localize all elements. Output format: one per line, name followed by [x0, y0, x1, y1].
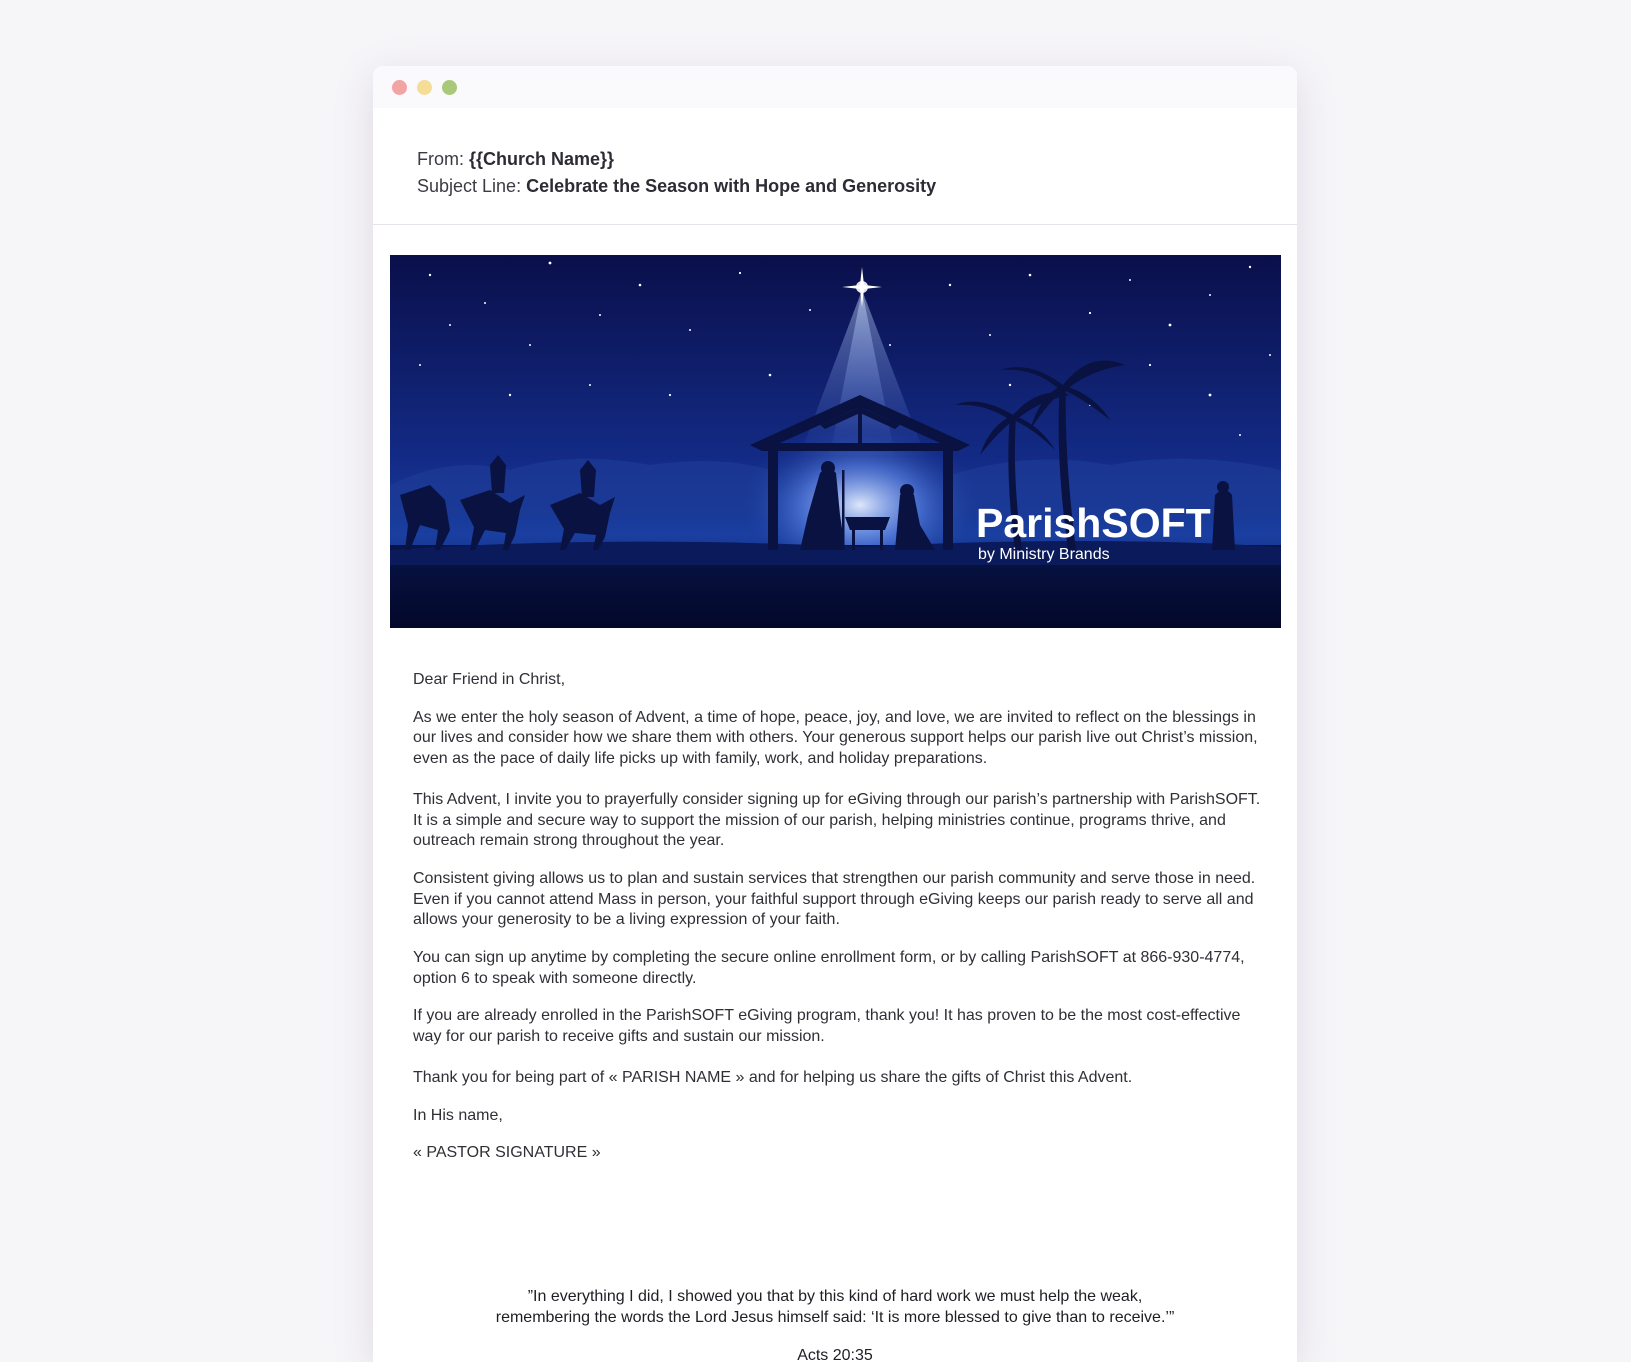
from-label: From:	[417, 149, 469, 169]
subject-line	[417, 173, 1297, 200]
letter-paragraph: If you are already enrolled in the ParishSOFT eGiving program, thank you! It has proven to be the most cost-effective way for our parish to receive gifts and sustain our mission.	[413, 1007, 1241, 1046]
quote-line-2: remembering the words the Lord Jesus himself said: ‘It is more blessed to give than to receive.’”	[495, 1309, 1175, 1326]
letter-paragraph: Consistent giving allows us to plan and sustain services that strengthen our parish community and serve those in need. Even if you cannot attend Mass in person, your faithful support through eGiving keeps our parish ready to serve all and allows your generosity to be a living expression of your faith.	[413, 869, 1256, 929]
minimize-window-button[interactable]	[417, 80, 432, 95]
letter-paragraph: This Advent, I invite you to prayerfully consider signing up for eGiving through our parish’s partnership with ParishSOFT. It is a simple and secure way to support the mission of our parish, helping ministries continue, programs thrive, and outreach remain strong throughout the year.	[413, 790, 1261, 850]
window-titlebar	[373, 66, 1297, 108]
letter-body	[413, 670, 1263, 1181]
letter-paragraph: You can sign up anytime by completing the secure online enrollment form, or by calling ParishSOFT at 866-930-4774, option 6 to speak with someone directly.	[413, 949, 1245, 987]
letter-paragraph: Thank you for being part of « PARISH NAME » and for helping us share the gifts of Christ this Advent.	[413, 1068, 1133, 1086]
subject-value: Celebrate the Season with Hope and Generosity	[526, 176, 937, 196]
hero-banner-image	[390, 255, 1281, 628]
letter-paragraph: As we enter the holy season of Advent, a time of hope, peace, joy, and love, we are invited to reflect on the blessings in our lives and consider how we share them with others. Your generous support helps our parish live out Christ’s mission, even as the pace of daily life picks up with family, work, and holiday preparations.	[413, 708, 1258, 768]
maximize-window-button[interactable]	[442, 80, 457, 95]
email-preview-window	[373, 66, 1297, 1362]
logo-sub-text: by Ministry Brands	[978, 546, 1110, 563]
quote-line-1: ”In everything I did, I showed you that by this kind of hard work we must help the weak,	[527, 1288, 1143, 1305]
logo-main-text: ParishSOFT	[976, 500, 1211, 546]
closing: In His name,	[413, 1106, 503, 1124]
greeting: Dear Friend in Christ,	[413, 671, 566, 688]
pastor-signature: « PASTOR SIGNATURE »	[413, 1144, 601, 1162]
subject-label: Subject Line:	[417, 176, 527, 196]
scripture-reference: Acts 20:35	[797, 1347, 873, 1362]
scripture-quote	[373, 1286, 1297, 1328]
close-window-button[interactable]	[392, 80, 407, 95]
email-header	[373, 108, 1297, 225]
from-value: {{Church Name}}	[469, 149, 615, 169]
from-line	[417, 146, 1297, 173]
